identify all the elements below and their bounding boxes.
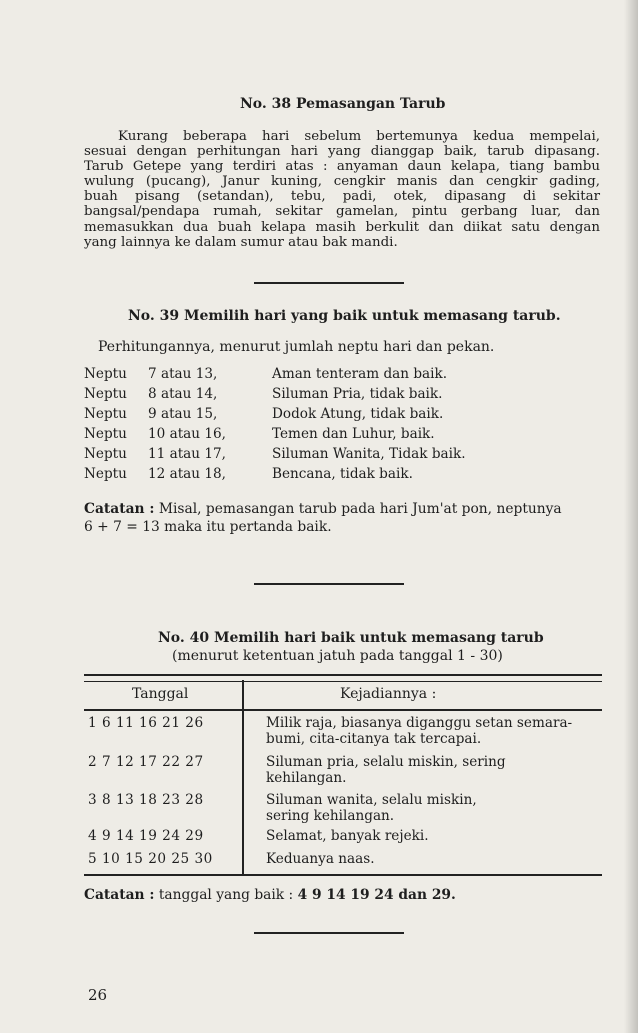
result-line: kehilangan. [266, 770, 347, 786]
neptu-meaning: Dodok Atung, tidak baik. [272, 406, 444, 422]
neptu-label: Neptu [84, 466, 127, 482]
result-line: bumi, cita-citanya tak tercapai. [266, 731, 482, 747]
result-line: Selamat, banyak rejeki. [266, 828, 429, 844]
section-38-paragraph [84, 129, 600, 250]
neptu-row [84, 426, 504, 446]
result-line: Siluman pria, selalu miskin, sering [266, 754, 506, 770]
paragraph-line: wulung (pucang), Janur kuning, cengkir manis dan cengkir gading, [84, 174, 600, 190]
section-divider [254, 932, 404, 934]
paragraph-line: yang lainnya ke dalam sumur atau bak mandi. [84, 234, 398, 250]
note-label: Catatan : [84, 501, 155, 517]
table-header [84, 682, 602, 708]
result-line: Milik raja, biasanya diganggu setan semara- [266, 715, 573, 731]
page-edge-shadow [624, 0, 638, 1033]
result-line: Siluman wanita, selalu miskin, [266, 792, 477, 808]
neptu-meaning: Siluman Wanita, Tidak baik. [272, 446, 466, 462]
table-dates: 4 9 14 19 24 29 [88, 828, 204, 844]
result-line: Keduanya naas. [266, 851, 375, 867]
section-divider [254, 282, 404, 284]
neptu-value: 8 atau 14, [148, 386, 218, 402]
table-dates: 5 10 15 20 25 30 [88, 851, 213, 867]
neptu-label: Neptu [84, 406, 127, 422]
table-header-rule [84, 709, 602, 711]
neptu-meaning: Bencana, tidak baik. [272, 466, 413, 482]
note-label: Catatan : [84, 887, 155, 903]
section-39-title: No. 39 Memilih hari yang baik untuk memasang tarub. [128, 308, 561, 324]
table-dates: 1 6 11 16 21 26 [88, 715, 204, 731]
neptu-row [84, 366, 504, 386]
neptu-label: Neptu [84, 426, 127, 442]
section-39-note-line2: 6 + 7 = 13 maka itu pertanda baik. [84, 519, 332, 535]
table-result [266, 851, 602, 867]
table-result [266, 828, 602, 844]
table-header-result: Kejadiannya : [340, 686, 437, 702]
note-text: tanggal yang baik : [154, 887, 298, 903]
table-header-date: Tanggal [132, 686, 189, 702]
section-divider [254, 583, 404, 585]
note-good-dates: 4 9 14 19 24 dan 29. [297, 887, 456, 903]
neptu-row [84, 446, 504, 466]
table-result [266, 792, 602, 824]
note-text: Misal, pemasangan tarub pada hari Jum'at pon, neptunya [154, 501, 562, 517]
neptu-value: 11 atau 17, [148, 446, 226, 462]
section-40-note [84, 886, 456, 904]
neptu-row [84, 406, 504, 426]
neptu-label: Neptu [84, 446, 127, 462]
table-bottom-rule [84, 874, 602, 876]
neptu-meaning: Aman tenteram dan baik. [272, 366, 448, 382]
table-dates: 2 7 12 17 22 27 [88, 754, 204, 770]
paragraph-line: sesuai dengan perhitungan hari yang dianggap baik, tarub dipasang. [84, 144, 600, 160]
paragraph-line: Kurang beberapa hari sebelum bertemunya kedua mempelai, [118, 129, 600, 144]
neptu-value: 12 atau 18, [148, 466, 226, 482]
table-top-rule [84, 674, 602, 682]
section-38-title: No. 38 Pemasangan Tarub [240, 96, 446, 112]
neptu-value: 9 atau 15, [148, 406, 218, 422]
table-column-divider [242, 680, 244, 876]
neptu-meaning: Temen dan Luhur, baik. [272, 426, 435, 442]
section-40-subtitle: (menurut ketentuan jatuh pada tanggal 1 - 30) [172, 648, 503, 664]
table-result [266, 715, 602, 747]
neptu-label: Neptu [84, 366, 127, 382]
paragraph-line: Tarub Getepe yang terdiri atas : anyaman daun kelapa, tiang bambu [84, 159, 600, 175]
section-39-intro: Perhitungannya, menurut jumlah neptu hari dan pekan. [98, 339, 495, 355]
neptu-label: Neptu [84, 386, 127, 402]
neptu-meaning: Siluman Pria, tidak baik. [272, 386, 443, 402]
neptu-row [84, 386, 504, 406]
neptu-value: 7 atau 13, [148, 366, 218, 382]
neptu-row [84, 466, 504, 486]
table-dates: 3 8 13 18 23 28 [88, 792, 204, 808]
section-39-note [84, 500, 562, 518]
paragraph-line: bangsal/pendapa rumah, sekitar gamelan, pintu gerbang luar, dan [84, 204, 600, 220]
section-40-title: No. 40 Memilih hari baik untuk memasang tarub [158, 630, 544, 646]
result-line: sering kehilangan. [266, 808, 395, 824]
table-result [266, 754, 602, 786]
paragraph-line: memasukkan dua buah kelapa masih berkulit dan diikat satu dengan [84, 219, 600, 235]
neptu-value: 10 atau 16, [148, 426, 226, 442]
paragraph-line: buah pisang (setandan), tebu, padi, otek, dipasang di sekitar [84, 189, 600, 205]
page-number: 26 [88, 986, 108, 1004]
